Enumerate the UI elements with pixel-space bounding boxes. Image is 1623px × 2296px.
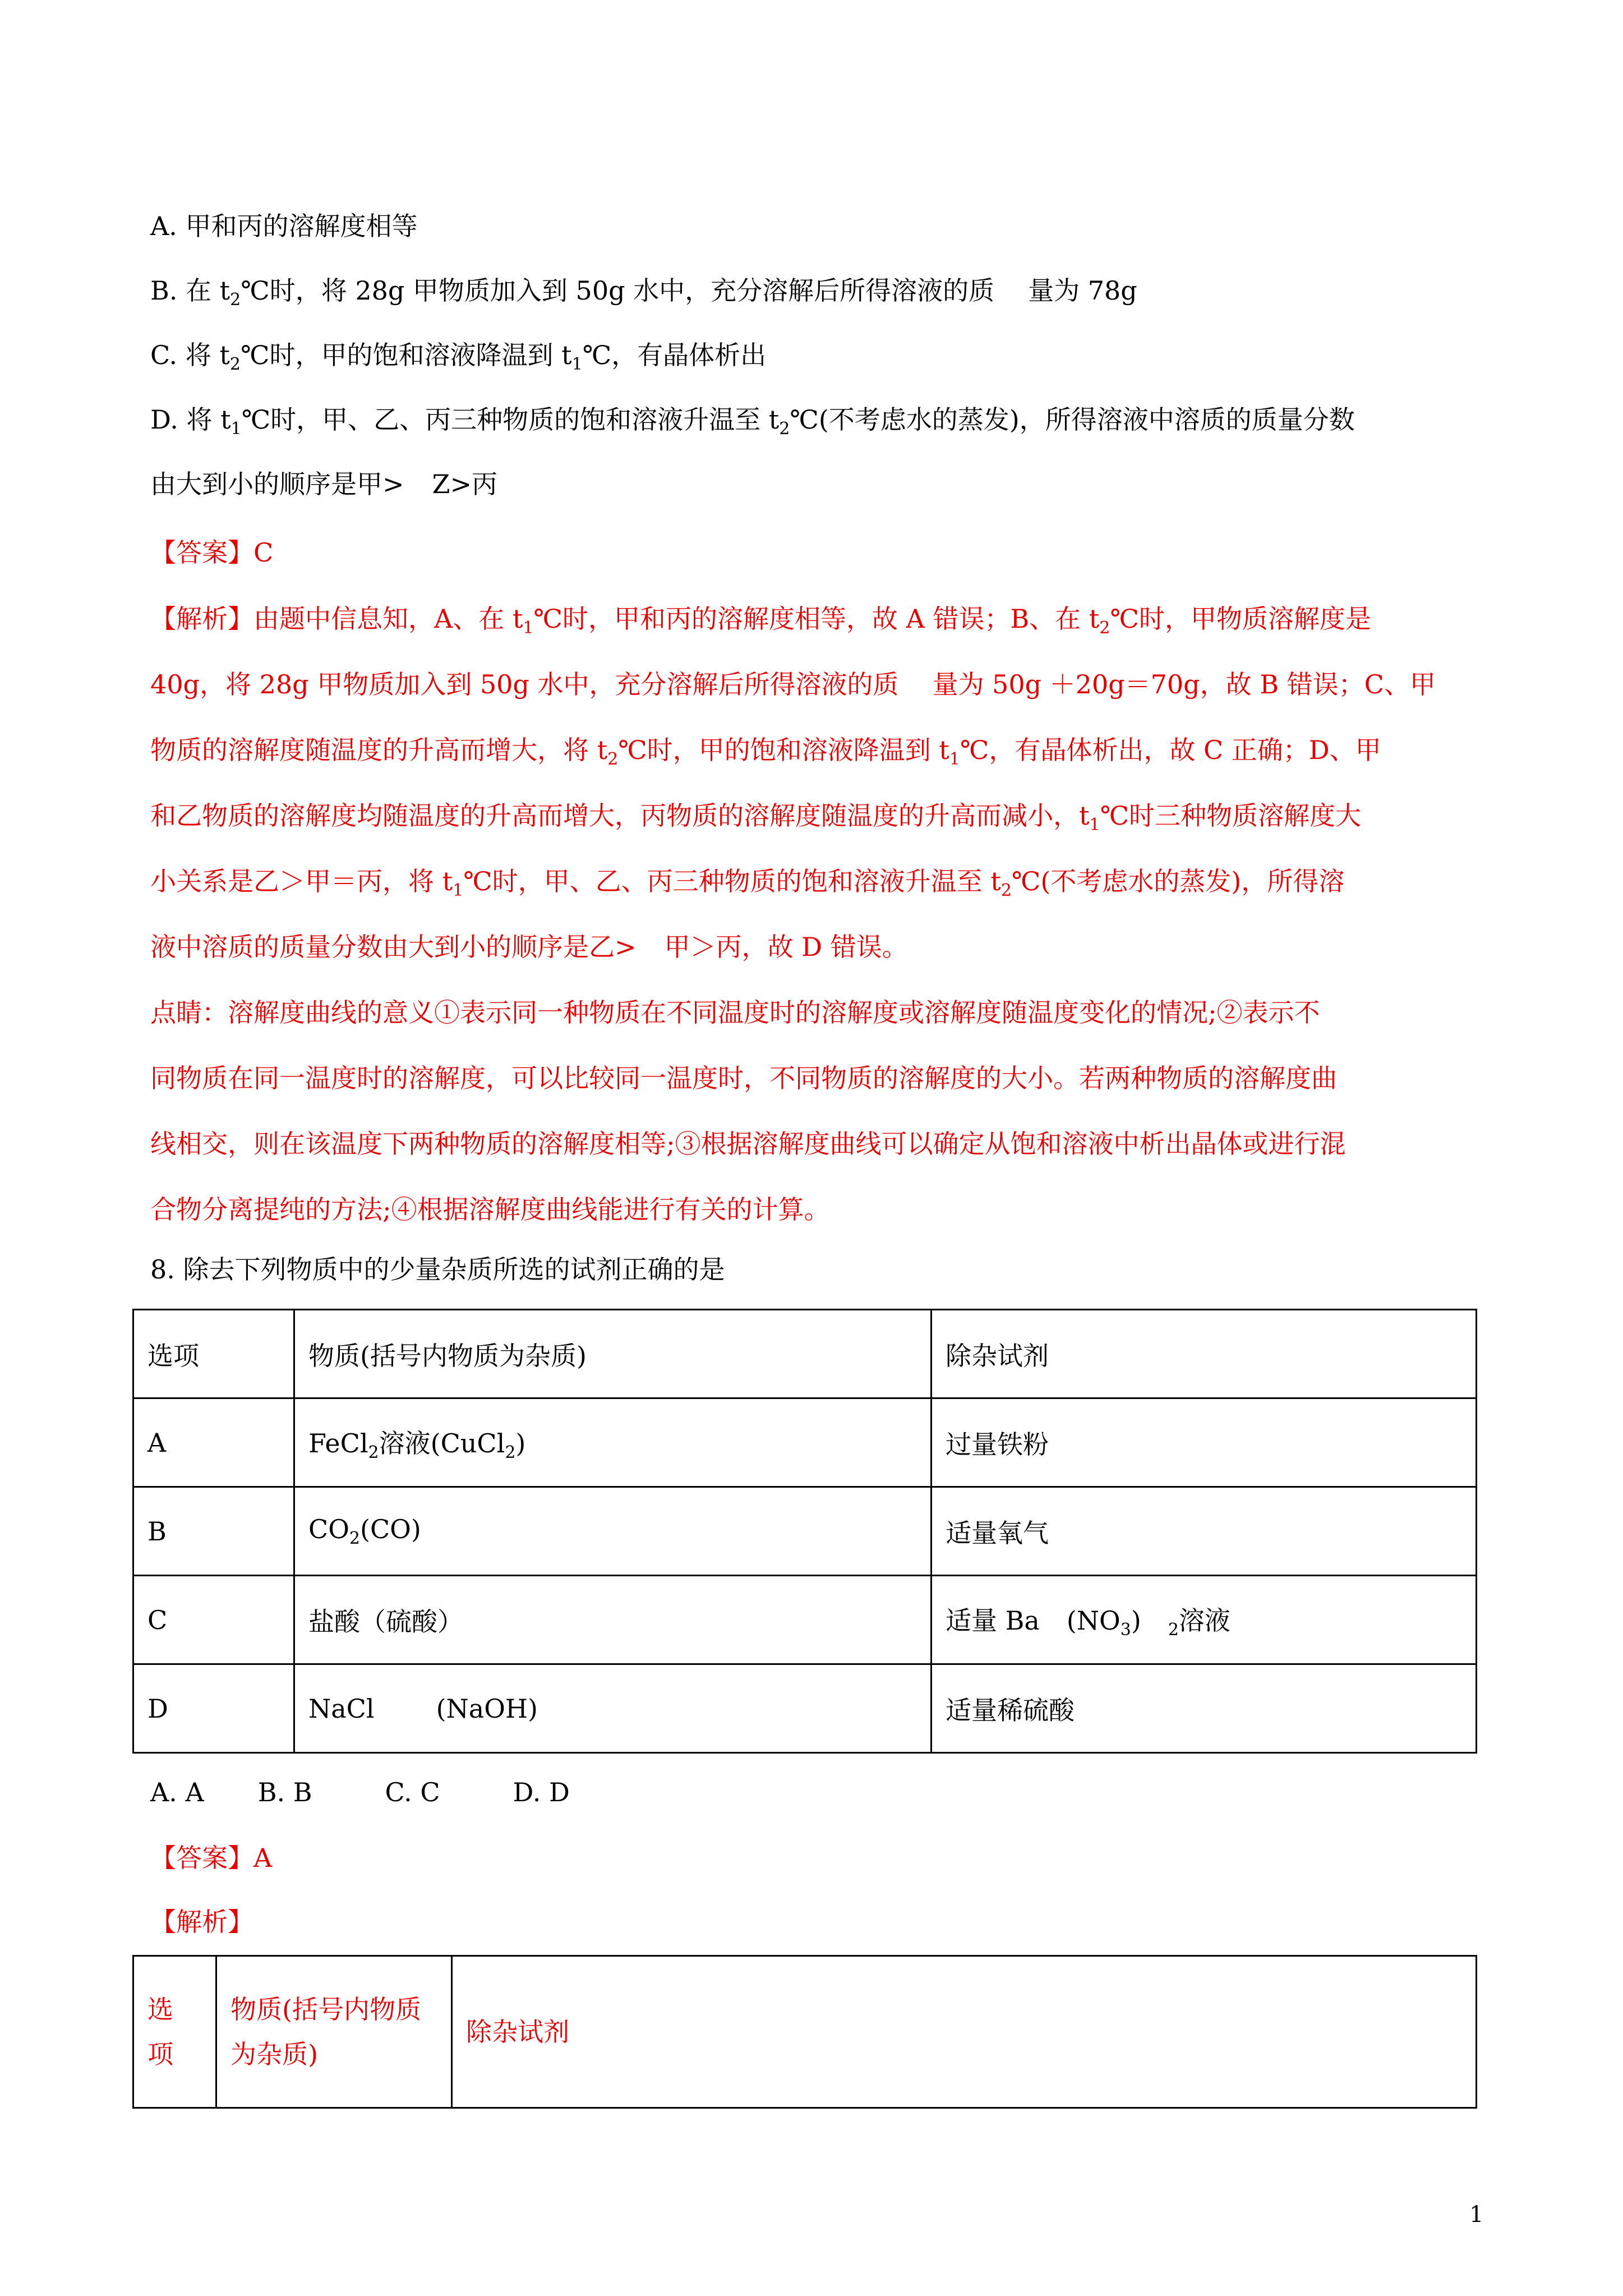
answer-q8: 【答案】A [150, 1843, 273, 1873]
analysis-q8-label: 【解析】 [150, 1907, 253, 1937]
option-d-continued: 由大到小的顺序是甲> Z>丙 [150, 469, 498, 499]
option-a: A. 甲和丙的溶解度相等 [150, 211, 418, 241]
row-reagent: 适量稀硫酸 [932, 1664, 1477, 1753]
row-option: D [133, 1664, 294, 1753]
table-row [133, 1398, 1477, 1487]
choice-d: D. D [513, 1777, 570, 1807]
tip-line1: 点睛：溶解度曲线的意义①表示同一种物质在不同温度时的溶解度或溶解度随温度变化的情况;②表示不 [150, 997, 1320, 1028]
analysis-table-header-row [133, 1956, 1477, 2108]
row-substance: $CO_2(CO)$ [294, 1487, 932, 1576]
analysis-table [132, 1955, 1477, 2109]
choice-c: C. C [385, 1777, 440, 1807]
analysis-q7-line1: 【解析】由题中信息知，A、在 $t_1℃$时，甲和丙的溶解度相等，故 A 错误；B、在 $t_2℃$时，甲物质溶解度是 [150, 604, 1371, 638]
tip-line2: 同物质在同一温度时的溶解度，可以比较同一温度时，不同物质的溶解度的大小。若两种物质的溶解度曲 [150, 1063, 1337, 1093]
choice-a: A. A [150, 1777, 204, 1807]
question-8-choices [150, 1775, 570, 1809]
analysis-q7-line3: 物质的溶解度随温度的升高而增大，将 $t_2℃$时，甲的饱和溶液降温到 $t_1℃$，有晶体析出，故 C 正确；D、甲 [150, 735, 1381, 769]
table-row [133, 1664, 1477, 1753]
tip-line4: 合物分离提纯的方法;④根据溶解度曲线能进行有关的计算。 [150, 1194, 830, 1225]
page-number: 1 [1469, 2202, 1484, 2228]
analysis-q7-line5: 小关系是乙＞甲＝丙，将 $t_1℃$时，甲、乙、丙三种物质的饱和溶液升温至 $t_2℃$(不考虑水的蒸发)，所得溶 [150, 866, 1345, 900]
analysis-header-substance: 物质(括号内物质为杂质) [216, 1956, 452, 2108]
choice-b: B. B [257, 1777, 312, 1807]
question-8-table [132, 1309, 1477, 1754]
option-b: B. 在 $t_2℃$时，将 28g 甲物质加入到 50g 水中，充分溶解后所得溶液的质 量为 78g [150, 275, 1137, 310]
row-option: C [133, 1576, 294, 1664]
row-reagent: 适量氧气 [932, 1487, 1477, 1576]
option-c: C. 将 $t_2℃$时，甲的饱和溶液降温到 $t_1℃$，有晶体析出 [150, 340, 767, 374]
analysis-header-reagent: 除杂试剂 [452, 1956, 1477, 2108]
analysis-q7-line6: 液中溶质的质量分数由大到小的顺序是乙> 甲＞丙，故 D 错误。 [150, 932, 908, 962]
row-substance: NaCl (NaOH) [294, 1664, 932, 1753]
header-option: 选项 [133, 1310, 294, 1398]
row-substance: FeCl$_2$溶液(CuCl$_2$) [294, 1398, 932, 1487]
row-option: B [133, 1487, 294, 1576]
row-option: A [133, 1398, 294, 1487]
question-8-stem: 8. 除去下列物质中的少量杂质所选的试剂正确的是 [150, 1254, 725, 1285]
table-row [133, 1487, 1477, 1576]
answer-q7: 【答案】C [150, 537, 274, 568]
row-reagent: 过量铁粉 [932, 1398, 1477, 1487]
header-reagent: 除杂试剂 [932, 1310, 1477, 1398]
row-reagent: 适量 Ba $(NO_3)$ $_2$溶液 [932, 1576, 1477, 1664]
table-header-row [133, 1310, 1477, 1398]
row-substance: 盐酸（硫酸） [294, 1576, 932, 1664]
analysis-q7-line4: 和乙物质的溶解度均随温度的升高而增大，丙物质的溶解度随温度的升高而减小，$t_1℃$时三种物质溶解度大 [150, 800, 1362, 835]
tip-line3: 线相交，则在该温度下两种物质的溶解度相等;③根据溶解度曲线可以确定从饱和溶液中析出晶体或进行混 [150, 1129, 1346, 1159]
header-substance: 物质(括号内物质为杂质) [294, 1310, 932, 1398]
option-d: D. 将 $t_1℃$时，甲、乙、丙三种物质的饱和溶液升温至 $t_2℃$(不考虑水的蒸发)，所得溶液中溶质的质量分数 [150, 404, 1355, 439]
analysis-q7-line2: 40g，将 28g 甲物质加入到 50g 水中，充分溶解后所得溶液的质 量为 50g ＋20g＝70g，故 B 错误；C、甲 [150, 669, 1436, 700]
table-row [133, 1576, 1477, 1664]
analysis-header-option: 选项 [133, 1956, 216, 2108]
